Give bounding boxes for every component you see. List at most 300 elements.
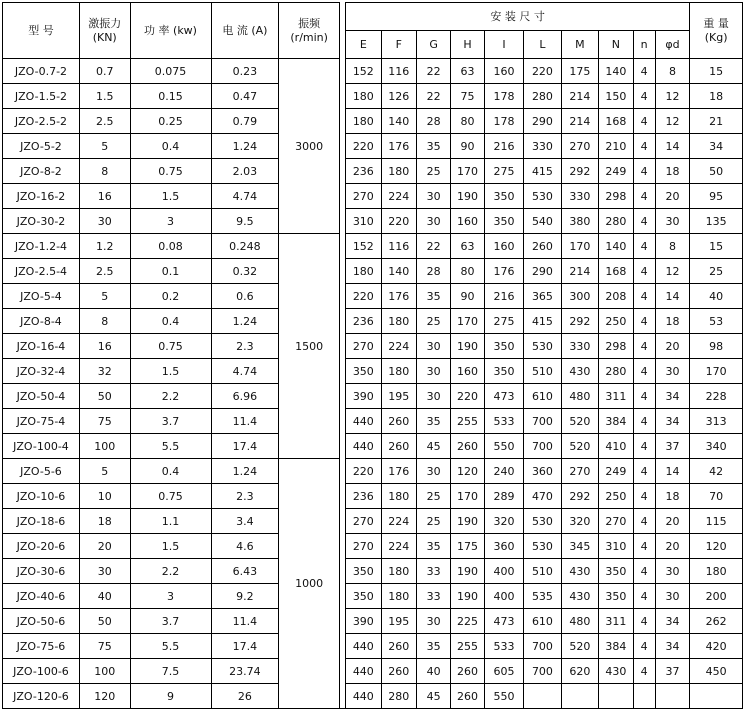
table-cell: 1.24: [211, 309, 279, 334]
table-cell: 236: [346, 484, 381, 509]
table-row: [3, 184, 743, 209]
table-cell: JZO-75-6: [3, 634, 80, 659]
table-row: [3, 309, 743, 334]
table-cell: 350: [484, 359, 523, 384]
table-cell: [633, 684, 655, 709]
table-cell: 14: [655, 134, 689, 159]
table-cell: 0.75: [130, 484, 211, 509]
table-cell: 270: [561, 459, 598, 484]
table-cell: 0.4: [130, 459, 211, 484]
table-cell: 28: [416, 259, 450, 284]
table-cell: 220: [381, 209, 416, 234]
table-cell: 0.248: [211, 234, 279, 259]
table-cell: 4: [633, 434, 655, 459]
table-cell: 1.1: [130, 509, 211, 534]
table-cell: 170: [451, 484, 484, 509]
table-cell: 470: [524, 484, 561, 509]
table-cell: 220: [346, 134, 381, 159]
table-cell: 180: [346, 109, 381, 134]
table-cell: 4: [633, 384, 655, 409]
table-cell: 216: [484, 134, 523, 159]
table-cell: 2.3: [211, 334, 279, 359]
table-cell: 365: [524, 284, 561, 309]
table-cell: 70: [690, 484, 743, 509]
table-cell: 330: [561, 334, 598, 359]
table-row: [3, 209, 743, 234]
table-cell: 1.5: [79, 84, 130, 109]
table-cell: 14: [655, 284, 689, 309]
table-cell: 220: [346, 284, 381, 309]
table-cell: 415: [524, 159, 561, 184]
table-row: [3, 59, 743, 84]
table-cell: 224: [381, 509, 416, 534]
dimension-header: N: [599, 31, 633, 59]
table-cell: 30: [416, 384, 450, 409]
table-cell: 270: [346, 184, 381, 209]
table-cell: 4: [633, 334, 655, 359]
table-cell: 300: [561, 284, 598, 309]
table-cell: 4: [633, 234, 655, 259]
table-cell: 170: [451, 159, 484, 184]
table-cell: 275: [484, 159, 523, 184]
table-cell: 260: [381, 634, 416, 659]
table-cell: 280: [524, 84, 561, 109]
table-cell: 176: [381, 459, 416, 484]
table-cell: 4: [633, 59, 655, 84]
table-cell: 180: [381, 359, 416, 384]
table-cell: 1.24: [211, 134, 279, 159]
table-cell: 34: [655, 634, 689, 659]
table-cell: 180: [690, 559, 743, 584]
table-cell: 700: [524, 409, 561, 434]
table-cell: 270: [599, 509, 633, 534]
dimension-header: G: [416, 31, 450, 59]
table-cell: 30: [655, 209, 689, 234]
table-cell: JZO-8-2: [3, 159, 80, 184]
table-cell: 33: [416, 584, 450, 609]
table-cell: 535: [524, 584, 561, 609]
table-cell: 50: [79, 384, 130, 409]
table-cell: 700: [524, 634, 561, 659]
table-cell: 160: [451, 209, 484, 234]
table-cell: 33: [416, 559, 450, 584]
table-cell: 2.5: [79, 109, 130, 134]
table-cell: 23.74: [211, 659, 279, 684]
table-cell: 1.24: [211, 459, 279, 484]
table-cell: 214: [561, 259, 598, 284]
table-cell: 115: [690, 509, 743, 534]
table-cell: 180: [381, 559, 416, 584]
table-cell: 260: [451, 659, 484, 684]
table-cell: 20: [655, 509, 689, 534]
table-cell: 224: [381, 334, 416, 359]
table-cell: 260: [381, 409, 416, 434]
table-cell: 2.03: [211, 159, 279, 184]
table-cell: 260: [524, 234, 561, 259]
table-cell: JZO-8-4: [3, 309, 80, 334]
table-cell: 220: [451, 384, 484, 409]
table-cell: 168: [599, 109, 633, 134]
table-cell: 4: [633, 609, 655, 634]
table-cell: JZO-1.5-2: [3, 84, 80, 109]
dimension-header: φd: [655, 31, 689, 59]
table-cell: 80: [451, 259, 484, 284]
table-cell: 30: [655, 359, 689, 384]
table-cell: 5: [79, 134, 130, 159]
table-cell: 260: [451, 434, 484, 459]
table-cell: 410: [599, 434, 633, 459]
table-cell: 34: [655, 409, 689, 434]
table-cell: 208: [599, 284, 633, 309]
table-cell: 360: [524, 459, 561, 484]
table-cell: 80: [451, 109, 484, 134]
table-cell: 450: [690, 659, 743, 684]
table-cell: 311: [599, 384, 633, 409]
table-cell: 35: [416, 534, 450, 559]
table-cell: 1.5: [130, 184, 211, 209]
table-cell: 21: [690, 109, 743, 134]
dimension-header: M: [561, 31, 598, 59]
table-cell: 20: [655, 534, 689, 559]
table-cell: 4: [633, 284, 655, 309]
table-cell: 32: [79, 359, 130, 384]
table-cell: 340: [690, 434, 743, 459]
table-cell: 3: [130, 209, 211, 234]
table-cell: 298: [599, 334, 633, 359]
table-cell: 2.2: [130, 384, 211, 409]
table-cell: 15: [690, 59, 743, 84]
table-cell: 168: [599, 259, 633, 284]
table-cell: 440: [346, 634, 381, 659]
table-cell: 292: [561, 484, 598, 509]
table-cell: 0.1: [130, 259, 211, 284]
table-cell: 380: [561, 209, 598, 234]
table-cell: 4: [633, 209, 655, 234]
table-cell: 473: [484, 384, 523, 409]
table-cell: 0.47: [211, 84, 279, 109]
table-row: [3, 259, 743, 284]
table-cell: 0.23: [211, 59, 279, 84]
table-cell: 390: [346, 384, 381, 409]
table-row: [3, 659, 743, 684]
table-cell: 95: [690, 184, 743, 209]
table-cell: 520: [561, 434, 598, 459]
freq-header: 振频 (r/min): [279, 3, 340, 59]
table-cell: JZO-5-4: [3, 284, 80, 309]
table-cell: 180: [381, 159, 416, 184]
table-row: [3, 609, 743, 634]
table-cell: 190: [451, 184, 484, 209]
table-cell: 2.5: [79, 259, 130, 284]
table-cell: 311: [599, 609, 633, 634]
table-cell: 28: [416, 109, 450, 134]
table-cell: JZO-100-6: [3, 659, 80, 684]
table-cell: 6.43: [211, 559, 279, 584]
table-cell: 116: [381, 234, 416, 259]
table-cell: 360: [484, 534, 523, 559]
table-cell: 140: [599, 59, 633, 84]
table-cell: 18: [655, 159, 689, 184]
table-cell: 53: [690, 309, 743, 334]
table-cell: 292: [561, 159, 598, 184]
table-cell: 30: [655, 559, 689, 584]
table-cell: 30: [416, 184, 450, 209]
table-row: [3, 234, 743, 259]
table-cell: 190: [451, 334, 484, 359]
table-cell: 610: [524, 384, 561, 409]
table-row: [3, 634, 743, 659]
table-cell: 0.2: [130, 284, 211, 309]
table-cell: 350: [484, 334, 523, 359]
table-cell: 18: [690, 84, 743, 109]
table-row: [3, 459, 743, 484]
table-cell: 22: [416, 234, 450, 259]
table-cell: [524, 684, 561, 709]
table-row: [3, 684, 743, 709]
table-cell: 530: [524, 509, 561, 534]
table-cell: 140: [599, 234, 633, 259]
current-header: 电 流 (A): [211, 3, 279, 59]
table-row: [3, 284, 743, 309]
table-cell: 3: [130, 584, 211, 609]
table-cell: 224: [381, 184, 416, 209]
table-cell: 430: [561, 359, 598, 384]
dimension-header: F: [381, 31, 416, 59]
table-cell: 30: [416, 459, 450, 484]
table-cell: 160: [451, 359, 484, 384]
table-cell: 280: [599, 209, 633, 234]
table-cell: 18: [655, 484, 689, 509]
table-cell: JZO-2.5-2: [3, 109, 80, 134]
table-cell: 289: [484, 484, 523, 509]
table-cell: JZO-20-6: [3, 534, 80, 559]
table-cell: 330: [561, 184, 598, 209]
table-body: [3, 59, 743, 709]
table-cell: 195: [381, 384, 416, 409]
table-cell: 11.4: [211, 409, 279, 434]
table-cell: 16: [79, 184, 130, 209]
table-cell: 214: [561, 84, 598, 109]
table-cell: 260: [451, 684, 484, 709]
table-cell: 20: [655, 184, 689, 209]
table-cell: 4: [633, 584, 655, 609]
table-cell: 90: [451, 284, 484, 309]
table-cell: 2.2: [130, 559, 211, 584]
table-cell: 4: [633, 659, 655, 684]
table-cell: 7.5: [130, 659, 211, 684]
table-cell: 26: [211, 684, 279, 709]
table-cell: 37: [655, 659, 689, 684]
table-cell: 313: [690, 409, 743, 434]
table-cell: 270: [346, 534, 381, 559]
table-cell: 16: [79, 334, 130, 359]
table-cell: 20: [79, 534, 130, 559]
table-cell: 170: [451, 309, 484, 334]
table-cell: 4: [633, 159, 655, 184]
table-cell: 40: [690, 284, 743, 309]
table-cell: 40: [416, 659, 450, 684]
table-cell: 195: [381, 609, 416, 634]
table-cell: 320: [484, 509, 523, 534]
table-cell: 100: [79, 434, 130, 459]
table-cell: 22: [416, 84, 450, 109]
table-cell: 350: [599, 559, 633, 584]
table-cell: 5: [79, 459, 130, 484]
table-cell: 350: [346, 559, 381, 584]
table-cell: 25: [416, 484, 450, 509]
table-row: [3, 84, 743, 109]
table-cell: 30: [655, 584, 689, 609]
table-cell: 4: [633, 634, 655, 659]
table-cell: 0.7: [79, 59, 130, 84]
table-cell: 5.5: [130, 634, 211, 659]
table-cell: 550: [484, 434, 523, 459]
table-cell: 120: [79, 684, 130, 709]
table-cell: 45: [416, 434, 450, 459]
table-cell: 18: [655, 309, 689, 334]
table-cell: 4: [633, 134, 655, 159]
table-cell: 5.5: [130, 434, 211, 459]
table-cell: 0.75: [130, 159, 211, 184]
table-cell: 280: [381, 684, 416, 709]
table-cell: 75: [451, 84, 484, 109]
table-cell: 30: [416, 609, 450, 634]
table-cell: 270: [561, 134, 598, 159]
table-cell: 30: [416, 359, 450, 384]
table-cell: 480: [561, 609, 598, 634]
table-cell: 440: [346, 684, 381, 709]
table-cell: 180: [381, 584, 416, 609]
table-cell: 292: [561, 309, 598, 334]
table-cell: 4: [633, 559, 655, 584]
table-cell: 384: [599, 634, 633, 659]
table-cell: 530: [524, 334, 561, 359]
table-cell: 35: [416, 634, 450, 659]
table-cell: 12: [655, 84, 689, 109]
table-cell: 228: [690, 384, 743, 409]
dimension-header: I: [484, 31, 523, 59]
table-cell: 275: [484, 309, 523, 334]
table-cell: 4: [633, 359, 655, 384]
table-cell: 180: [381, 484, 416, 509]
table-row: [3, 134, 743, 159]
table-cell: 298: [599, 184, 633, 209]
table-cell: 120: [451, 459, 484, 484]
table-cell: 4: [633, 509, 655, 534]
table-cell: 330: [524, 134, 561, 159]
table-cell: 160: [484, 234, 523, 259]
table-cell: 190: [451, 509, 484, 534]
table-cell: 290: [524, 109, 561, 134]
table-cell: 40: [79, 584, 130, 609]
table-cell: 0.25: [130, 109, 211, 134]
table-cell: 225: [451, 609, 484, 634]
table-cell: JZO-18-6: [3, 509, 80, 534]
table-cell: 4: [633, 109, 655, 134]
table-cell: 8: [655, 234, 689, 259]
table-cell: 175: [451, 534, 484, 559]
table-cell: 4: [633, 259, 655, 284]
table-cell: 3.7: [130, 609, 211, 634]
table-row: [3, 384, 743, 409]
table-cell: 9: [130, 684, 211, 709]
table-cell: 1.5: [130, 359, 211, 384]
table-cell: 116: [381, 59, 416, 84]
table-cell: 140: [381, 259, 416, 284]
table-row: [3, 534, 743, 559]
table-cell: 2.3: [211, 484, 279, 509]
table-cell: 310: [599, 534, 633, 559]
table-cell: 345: [561, 534, 598, 559]
table-cell: 4: [633, 309, 655, 334]
table-cell: 8: [79, 309, 130, 334]
table-cell: JZO-2.5-4: [3, 259, 80, 284]
table-cell: 170: [561, 234, 598, 259]
table-cell: 420: [690, 634, 743, 659]
table-cell: 440: [346, 659, 381, 684]
table-cell: 178: [484, 109, 523, 134]
table-cell: 220: [524, 59, 561, 84]
table-row: [3, 584, 743, 609]
power-header: 功 率 (kw): [130, 3, 211, 59]
table-cell: 20: [655, 334, 689, 359]
table-cell: 22: [416, 59, 450, 84]
table-cell: 0.15: [130, 84, 211, 109]
table-cell: JZO-30-2: [3, 209, 80, 234]
table-cell: 270: [346, 334, 381, 359]
table-cell: 34: [655, 609, 689, 634]
table-cell: 415: [524, 309, 561, 334]
table-cell: 480: [561, 384, 598, 409]
table-cell: 550: [484, 684, 523, 709]
table-cell: 400: [484, 584, 523, 609]
dimension-header: n: [633, 31, 655, 59]
table-cell: 30: [79, 559, 130, 584]
table-cell: 255: [451, 409, 484, 434]
table-cell: 430: [561, 559, 598, 584]
table-cell: 440: [346, 434, 381, 459]
table-cell: JZO-1.2-4: [3, 234, 80, 259]
table-cell: 170: [690, 359, 743, 384]
table-cell: 220: [346, 459, 381, 484]
table-cell: JZO-120-6: [3, 684, 80, 709]
weight-header: 重 量 (Kg): [690, 3, 743, 59]
table-cell: 320: [561, 509, 598, 534]
table-cell: 0.4: [130, 134, 211, 159]
table-cell: 4.74: [211, 184, 279, 209]
table-cell: JZO-16-2: [3, 184, 80, 209]
table-cell: 510: [524, 559, 561, 584]
table-cell: [561, 684, 598, 709]
table-cell: 180: [381, 309, 416, 334]
table-cell: 1.5: [130, 534, 211, 559]
table-cell: 12: [655, 109, 689, 134]
table-cell: 0.08: [130, 234, 211, 259]
table-cell: 249: [599, 159, 633, 184]
dimension-header: L: [524, 31, 561, 59]
table-cell: 200: [690, 584, 743, 609]
table-cell: 3.4: [211, 509, 279, 534]
table-cell: 384: [599, 409, 633, 434]
table-cell: 25: [416, 159, 450, 184]
table-cell: 18: [79, 509, 130, 534]
table-cell: 90: [451, 134, 484, 159]
force-header: 激振力 (KN): [79, 3, 130, 59]
table-cell: 98: [690, 334, 743, 359]
table-cell: 50: [690, 159, 743, 184]
table-cell: 17.4: [211, 434, 279, 459]
table-cell: 350: [346, 584, 381, 609]
